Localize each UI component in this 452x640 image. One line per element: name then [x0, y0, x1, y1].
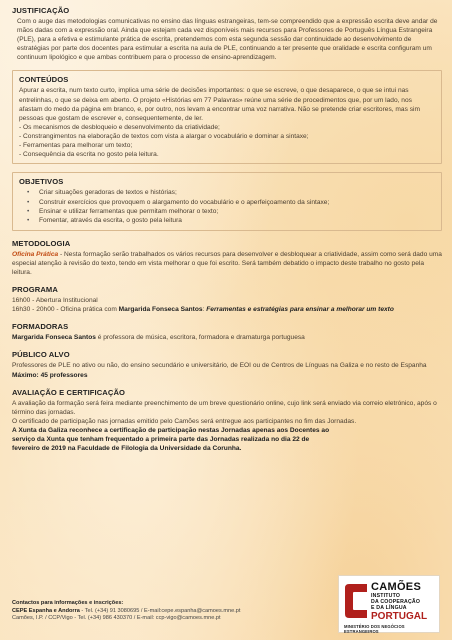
contacts-cepe: CEPE Espanha e Andorra	[12, 607, 80, 614]
programa-line-2	[12, 305, 442, 314]
formadoras-text	[12, 333, 442, 342]
avaliacao-section	[12, 387, 437, 454]
formadoras-title: FORMADORAS	[12, 322, 69, 332]
logo-ministry: MINISTÉRIO DOS NEGÓCIOS ESTRANGEIROS	[344, 624, 405, 634]
conteudos-box	[12, 70, 442, 164]
logo-sub1: INSTITUTO	[371, 593, 401, 599]
conteudos-item: - Os mecanismos de desbloqueio e desenvolvimento da criatividade;	[19, 123, 220, 131]
conteudos-text: Apurar a escrita, num texto curto, implica uma série de decisões importantes: o que se escreve, o que desaparece, o que se intui nas entrelinhas, o que se deixa em aberto. O projeto «Histórias em 77 Palavras» reúne uma série de procedimentos que, por um lado, nos afastam do medo da página em branco, e, por outro, nos levam a encontrar uma voz narrativa. Não se pretende criar escritores, mas sim pessoas que gostam de escrever e, consequentemente, de ler.	[19, 87, 420, 122]
avaliacao-p2: O certificado de participação nas jornadas emitido pelo Camões será entregue aos participantes no fim das Jornadas.	[12, 417, 357, 425]
logo-sub2: DA COOPERAÇÃO	[371, 599, 421, 605]
objetivos-item: • Fomentar, através da escrita, o gosto pela leitura	[25, 216, 435, 225]
publico-title: PÚBLICO ALVO	[12, 350, 70, 360]
metodologia-title: METODOLOGIA	[12, 238, 71, 248]
formadora-name: Margarida Fonseca Santos	[12, 334, 96, 342]
justificacao-text: Com o auge das metodologias comunicativas no ensino das línguas estrangeiras, tem-se compreendido que a expressão escrita deve andar de mãos dadas com a expressão oral. Ainda que estejam cada vez disponíveis mais recursos para Professores de Português Língua Estrangeira (PLE), para a efetiva e estimulante prática de escrita, pretendemos com esta segunda sessão dar continuidade ao desenvolvimento de estratégias por parte dos docentes para estimular a escrita na aula de PLE, continuando a ter presente que oralidade e escrita configuram um continuum lipológico e que ambas contribuem para o processo de ensino-aprendizagem.	[17, 18, 438, 62]
programa-time: 16h30 - 20h00 - Oficina prática com	[12, 306, 119, 314]
camoes-logo-text	[371, 582, 427, 622]
camoes-logo	[338, 575, 440, 633]
contacts-line-2: Camões, I.P. / CCP/Vigo - Tel. (+34) 986 430370 / E-mail: ccp-vigo@camoes.mne.pt	[12, 615, 221, 622]
metodologia-body: - Nesta formação serão trabalhados os vários recursos para desenvolver e desbloquear a criatividade, assim como será dado uma especial atenção à revisão do texto, tendo em vista melhorar o que foi escrito. Será também debatido o impacto deste trabalho no gosto pela leitura.	[12, 250, 442, 277]
programa-line-1: 16h00 - Abertura Institucional	[12, 297, 98, 305]
conteudos-item: - Constrangimentos na elaboração de textos com vista a alargar o vocabulário e dominar a sintaxe;	[19, 132, 309, 140]
objetivos-list	[25, 188, 435, 226]
flyer-content	[12, 6, 442, 453]
programa-section	[12, 285, 442, 314]
contacts-line-1	[12, 608, 332, 616]
metodologia-text	[12, 250, 442, 277]
formadoras-section	[12, 322, 442, 342]
conteudos-item: - Ferramentas para melhorar um texto;	[19, 142, 133, 150]
contacts-footer	[12, 600, 332, 623]
avaliacao-p3: A Xunta da Galiza reconhece a certificação de participação nestas Jornadas apenas aos Docentes ao serviço da Xunta que tenham frequentado a primeira parte das Jornadas realizada no dia 22 de fevereiro de 2019 na Faculdade de Filologia da Universidade da Corunha.	[12, 426, 330, 453]
conteudos-item: - Consequência da escrita no gosto pela leitura.	[19, 151, 159, 159]
logo-name: CAMÕES	[371, 581, 422, 593]
programa-trainer: Margarida Fonseca Santos	[118, 306, 203, 314]
programa-workshop-title: Ferramentas e estratégias para ensinar a melhorar um texto	[206, 306, 394, 314]
publico-section	[12, 350, 442, 379]
camoes-c-icon	[343, 582, 369, 620]
publico-max: Máximo: 45 professores	[12, 371, 88, 379]
objetivos-item: • Construir exercícios que provoquem o alargamento do vocabulário e o aperfeiçoamento da sintaxe;	[25, 198, 435, 207]
avaliacao-p1: A avaliação da formação será feira mediante preenchimento de um breve questionário online, cujo link será enviado via correio eletrónico, após o término das jornadas.	[12, 399, 437, 416]
publico-text: Professores de PLE no ativo ou não, do ensino secundário e universitário, de EOI ou de Centros de Línguas na Galiza e no resto de Espanha	[12, 362, 427, 370]
programa-sep: :	[202, 306, 207, 314]
objetivos-item: • Ensinar e utilizar ferramentas que permitam melhorar o texto;	[25, 207, 435, 216]
logo-country: PORTUGAL	[371, 611, 428, 622]
avaliacao-title: AVALIAÇÃO E CERTIFICAÇÃO	[12, 387, 126, 397]
objetivos-item: • Criar situações geradoras de textos e histórias;	[25, 188, 435, 197]
contacts-title: Contactos para informações e inscrições:	[12, 600, 124, 606]
formadora-bio: é professora de música, escritora, formadora e dramaturga portuguesa	[95, 334, 305, 342]
metodologia-section	[12, 239, 442, 277]
justificacao-title: JUSTIFICAÇÃO	[12, 6, 70, 15]
justificacao-section	[12, 6, 442, 62]
programa-title: PROGRAMA	[12, 285, 58, 295]
contacts-cepe-details: - Tel. (+34) 91 3080695 / E-mail:cepe.espanha@camoes.mne.pt	[79, 607, 241, 614]
logo-sub3: E DA LÍNGUA	[371, 605, 407, 611]
objetivos-box	[12, 172, 442, 231]
oficina-pratica-label: Oficina Prática	[12, 250, 59, 258]
objetivos-title: OBJETIVOS	[19, 177, 64, 187]
conteudos-title: CONTEÚDOS	[19, 75, 69, 85]
